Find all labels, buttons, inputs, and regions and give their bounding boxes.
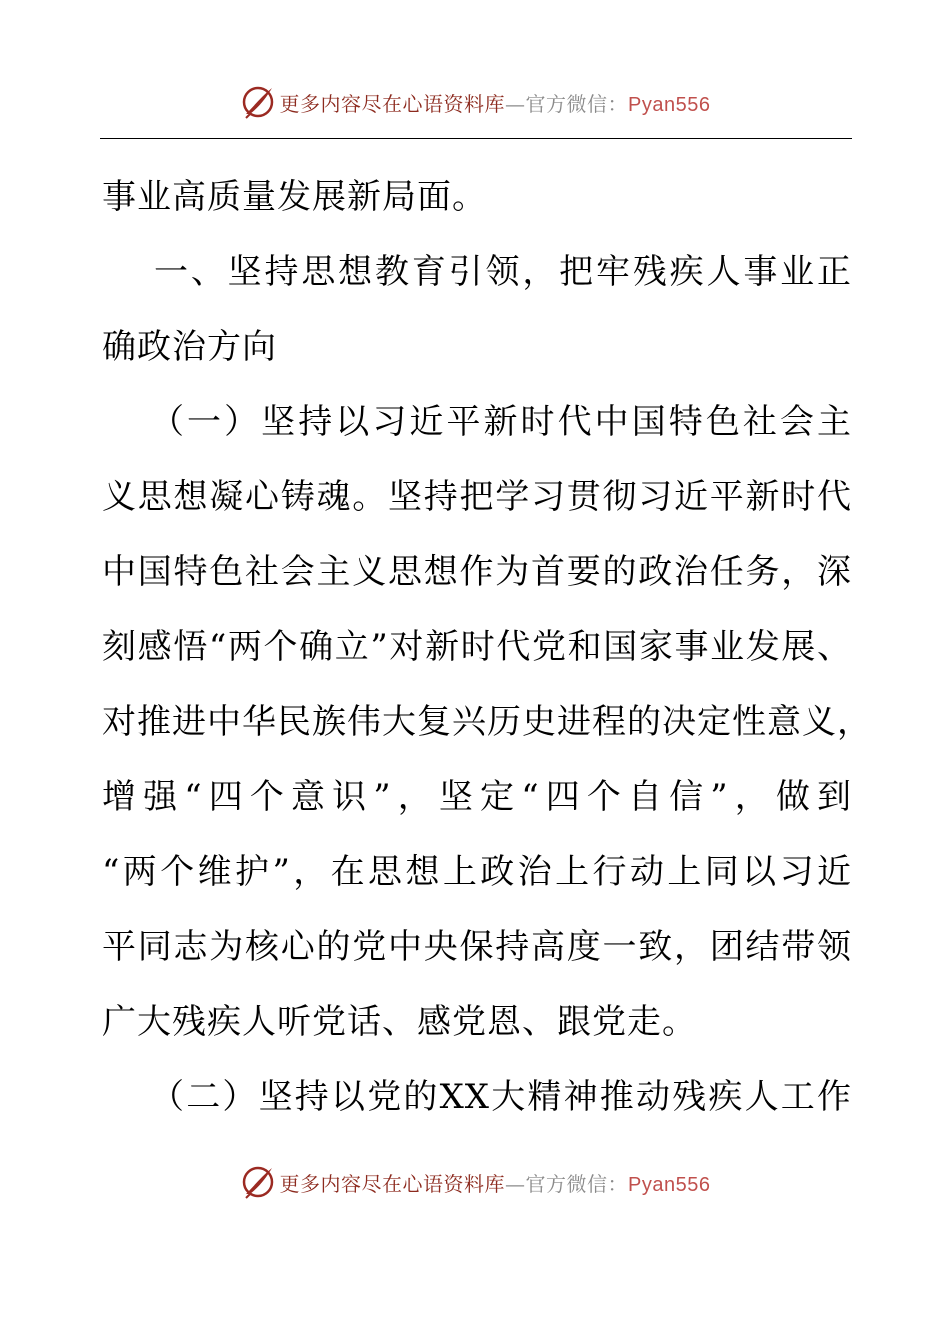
banner-wechat-id: Pyan556: [628, 1173, 711, 1196]
header-banner: [0, 84, 950, 120]
text-line: 对推进中华民族伟大复兴历史进程的决定性意义，: [102, 702, 872, 742]
text-line: 广大残疾人听党话、感党恩、跟党走。: [102, 1002, 697, 1042]
text-line: 刻感悟“两个确立”对新时代党和国家事业发展、: [102, 627, 852, 667]
banner-wechat-label: 官方微信：: [525, 91, 629, 116]
banner-separator: —: [505, 91, 526, 116]
banner-wechat-label: 官方微信：: [525, 1171, 629, 1196]
text-line: 增强“四个意识”，坚定“四个自信”，做到: [102, 777, 852, 817]
document-body: [102, 160, 872, 1135]
text-line: 平同志为核心的党中央保持高度一致，团结带领: [102, 927, 852, 967]
section-heading-line: 一、坚持思想教育引领，把牢残疾人事业正: [154, 252, 852, 292]
quill-pen-logo-icon: [240, 1164, 276, 1200]
footer-banner: [0, 1164, 950, 1200]
section-heading-line: 确政治方向: [102, 327, 277, 367]
header-banner-text: [280, 88, 711, 117]
subsection-heading-line: （一）坚持以习近平新时代中国特色社会主: [150, 402, 852, 442]
header-divider: [100, 138, 852, 139]
text-line: 中国特色社会主义思想作为首要的政治任务，深: [102, 552, 852, 592]
banner-brand-text: 更多内容尽在心语资料库: [279, 91, 506, 116]
text-line: 义思想凝心铸魂。坚持把学习贯彻习近平新时代: [102, 477, 852, 517]
text-line: 事业高质量发展新局面。: [102, 177, 487, 217]
banner-wechat-id: Pyan556: [628, 93, 711, 116]
subsection-heading-line: （二）坚持以党的XX大精神推动残疾人工作: [150, 1077, 852, 1117]
footer-banner-text: [280, 1168, 711, 1197]
quill-pen-logo-icon: [240, 84, 276, 120]
banner-separator: —: [505, 1171, 526, 1196]
text-line: “两个维护”，在思想上政治上行动上同以习近: [102, 852, 852, 892]
banner-brand-text: 更多内容尽在心语资料库: [279, 1171, 506, 1196]
